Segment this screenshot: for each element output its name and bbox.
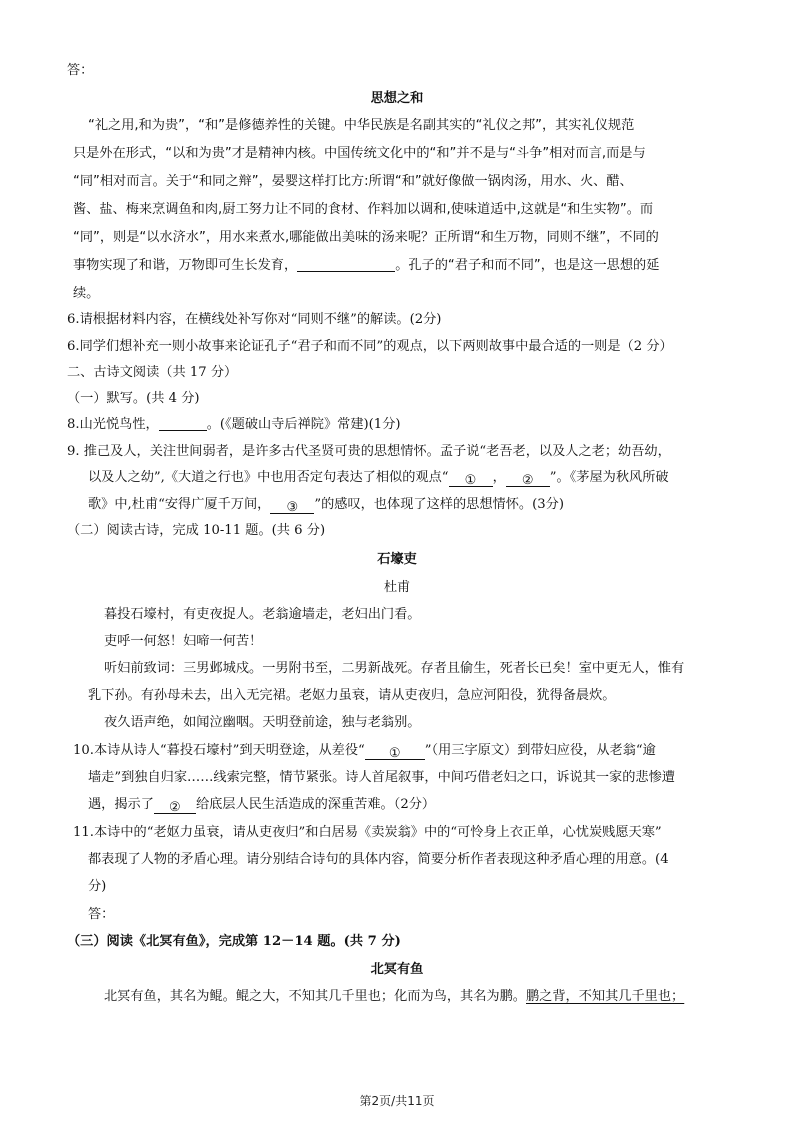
q10-l1-a: 10.本诗从诗人“暮投石壕村”到天明登途，从差役“ bbox=[73, 743, 365, 758]
subsection-3-heading: （三）阅读《北冥有鱼》，完成第 12－14 题。(共 7 分) bbox=[67, 934, 401, 949]
question-8 bbox=[67, 416, 401, 434]
q10-mark-2: ② bbox=[169, 800, 181, 815]
question-6: 6.请根据材料内容，在横线处补写你对“同则不继”的解读。(2分) bbox=[67, 312, 442, 327]
essay-answer-blank[interactable] bbox=[297, 257, 395, 272]
q9-blank-1[interactable] bbox=[449, 472, 493, 487]
essay-line-6-post: 。孔子的“君子和而不同”，也是这一思想的延 bbox=[395, 258, 660, 273]
page-footer: 第2页/共11页 bbox=[359, 1094, 435, 1108]
question-10-line-1 bbox=[73, 742, 656, 760]
essay-line-2: 只是外在形式，“以和为贵”才是精神内核。中国传统文化中的“和”并不是与“斗争”相对而言,而是与 bbox=[73, 146, 646, 161]
question-11-line-1: 11.本诗中的“老妪力虽衰，请从吏夜归”和白居易《卖炭翁》中的“可怜身上衣正单，心忧炭贱愿天寒” bbox=[73, 825, 662, 840]
essay-line-6-pre: 事物实现了和谐，万物即可生长发育， bbox=[73, 258, 298, 273]
poem-line-3: 听妇前致词：三男邺城戍。一男附书至，二男新战死。存者且偷生，死者长已矣！室中更无人，惟有 bbox=[104, 661, 685, 676]
question-11-line-3: 分) bbox=[88, 879, 107, 894]
question-8-blank[interactable] bbox=[159, 416, 207, 431]
classic-line-1-a: 北冥有鱼，其名为鲲。鲲之大，不知其几千里也；化而为鸟，其名为鹏。 bbox=[104, 989, 526, 1004]
q9-l2-a: 以及人之幼”,《大道之行也》中也用否定句表达了相似的观点“ bbox=[88, 470, 449, 485]
poem-line-2: 吏呼一何怒！妇啼一何苦！ bbox=[104, 634, 263, 649]
question-8-pre: 8.山光悦鸟性， bbox=[67, 417, 159, 432]
q9-blank-3[interactable] bbox=[270, 499, 314, 514]
q9-l3-b: ”的感叹，也体现了这样的思想情怀。(3分) bbox=[314, 497, 564, 512]
essay-line-3: “同”相对而言。关于“和同之辩”，晏婴这样打比方:所谓“和”就好像做一锅肉汤，用水、火、醋、 bbox=[73, 174, 633, 189]
q9-mark-1: ① bbox=[464, 473, 477, 488]
question-7: 6.同学们想补充一则小故事来论证孔子“君子和而不同”的观点，以下两则故事中最合适的一则是（2 分） bbox=[67, 339, 673, 354]
q9-mark-3: ③ bbox=[286, 500, 299, 515]
q9-mark-2: ② bbox=[521, 473, 534, 488]
q10-l3-b: 给底层人民生活造成的深重苦难。（2分） bbox=[195, 797, 436, 812]
essay-line-1: “礼之用,和为贵”，“和”是修德养性的关键。中华民族是名副其实的“礼仪之邦”，其实礼仪规范 bbox=[88, 118, 635, 133]
essay-line-7: 续。 bbox=[73, 286, 100, 301]
q10-blank-2[interactable] bbox=[154, 799, 196, 814]
question-9-line-2 bbox=[88, 469, 669, 487]
subsection-2-heading: （二）阅读古诗，完成 10-11 题。(共 6 分) bbox=[67, 523, 326, 538]
question-11-line-2: 都表现了人物的矛盾心理。请分别结合诗句的具体内容，简要分析作者表现这种矛盾心理的用意。(4 bbox=[88, 852, 669, 867]
answer-label: 答： bbox=[67, 63, 94, 78]
question-9-line-1: 9. 推己及人，关注世间弱者，是许多古代圣贤可贵的思想情怀。孟子说“老吾老，以及人之老；幼吾幼， bbox=[67, 444, 671, 459]
q9-blank-2[interactable] bbox=[506, 472, 550, 487]
q9-l2-c: ”。《茅屋为秋风所破 bbox=[549, 470, 669, 485]
classic-line-1 bbox=[104, 988, 684, 1006]
question-10-line-2: 墙走”到独自归家……线索完整，情节紧张。诗人首尾叙事，中间巧借老妇之口，诉说其一家的悲惨遭 bbox=[88, 770, 675, 785]
poem-line-1: 暮投石壕村，有吏夜捉人。老翁逾墙走，老妇出门看。 bbox=[104, 607, 421, 622]
q10-l3-a: 遇，揭示了 bbox=[88, 797, 154, 812]
q10-l1-b: ”（用三字原文）到带妇应役，从老翁“逾 bbox=[424, 743, 656, 758]
q9-l3-a: 歌》中,杜甫“安得广厦千万间， bbox=[88, 497, 271, 512]
q10-mark-1: ① bbox=[388, 746, 401, 761]
essay-line-4: 酱、盐、梅来烹调鱼和肉,厨工努力让不同的食材、作料加以调和,使味道适中,这就是“和生实物”。而 bbox=[73, 202, 654, 217]
classic-line-1-underlined: 鹏之背，不知其几千里也； bbox=[526, 989, 685, 1004]
essay-title: 思想之和 bbox=[370, 91, 424, 106]
q10-blank-1[interactable] bbox=[365, 745, 425, 760]
question-8-post: 。(《题破山寺后禅院》常建)(1分) bbox=[206, 417, 401, 432]
q9-l2-b: ， bbox=[492, 470, 506, 485]
poem-author: 杜甫 bbox=[383, 580, 411, 595]
question-9-line-3 bbox=[88, 496, 564, 514]
poem-line-4: 乳下孙。有孙母未去，出入无完裙。老妪力虽衰，请从吏夜归，急应河阳役，犹得备晨炊。 bbox=[88, 688, 616, 703]
classic-title: 北冥有鱼 bbox=[370, 962, 424, 977]
question-11-answer-label: 答： bbox=[88, 907, 115, 922]
poem-line-5: 夜久语声绝，如闻泣幽咽。天明登前途，独与老翁别。 bbox=[104, 715, 421, 730]
poem-title: 石壕吏 bbox=[377, 552, 417, 567]
question-10-line-3 bbox=[88, 796, 435, 814]
section-2-heading: 二、古诗文阅读（共 17 分） bbox=[67, 365, 238, 380]
essay-line-5: “同”，则是“以水济水”，用水来煮水,哪能做出美味的汤来呢？正所谓“和生万物，同则不继”，不同的 bbox=[73, 230, 659, 245]
essay-line-6 bbox=[73, 257, 659, 275]
subsection-1-heading: （一）默写。(共 4 分) bbox=[67, 391, 200, 406]
